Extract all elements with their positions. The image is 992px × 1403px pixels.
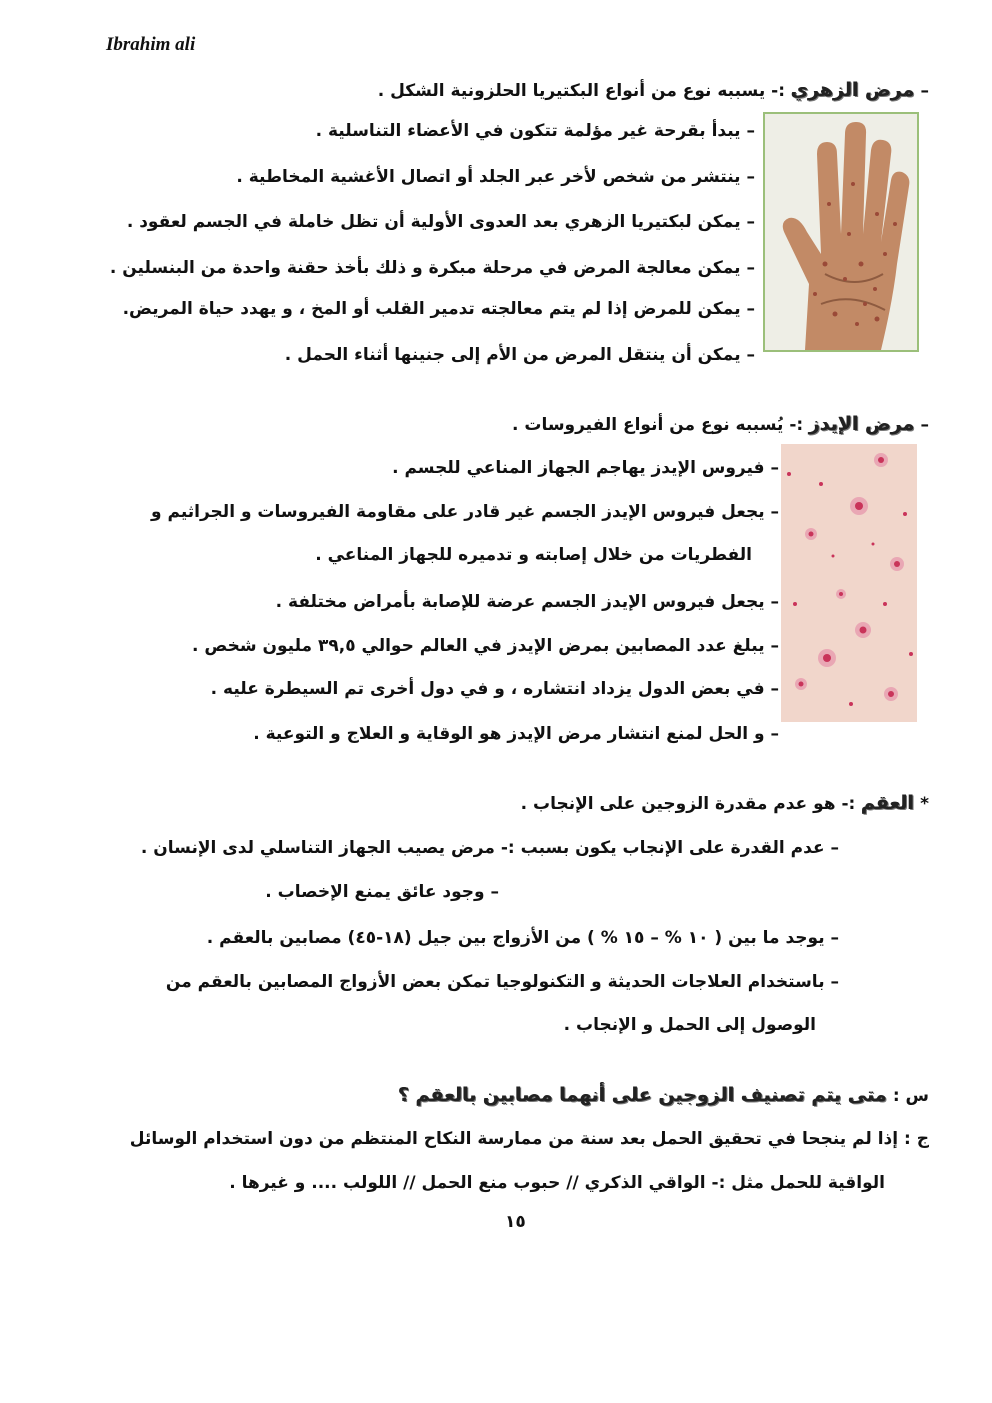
syphilis-bullet: – يمكن للمرض إذا لم يتم معالجته تدمير القلب أو المخ ، و يهدد حياة المريض. bbox=[122, 299, 755, 319]
aids-bullet: – فيروس الإيدز يهاجم الجهاز المناعي للجسم . bbox=[392, 458, 779, 478]
infertility-bullet: – عدم القدرة على الإنجاب يكون بسبب :- مرض يصيب الجهاز التناسلي لدى الإنسان . bbox=[140, 838, 839, 858]
infertility-heading bbox=[521, 791, 929, 816]
infertility-bullet: – باستخدام العلاجات الحديثة و التكنولوجيا تمكن بعض الأزواج المصابين بالعقم من bbox=[165, 972, 839, 992]
section-dash: – bbox=[920, 81, 929, 101]
syphilis-intro: :- يسببه نوع من أنواع البكتيريا الحلزونية الشكل . bbox=[377, 81, 786, 101]
infertility-bullet: – يوجد ما بين ( ١٠ % – ١٥ % ) من الأزواج بين جيل (١٨-٤٥) مصابين بالعقم . bbox=[206, 928, 839, 948]
aids-bullet: – في بعض الدول يزداد انتشاره ، و في دول أخرى تم السيطرة عليه . bbox=[210, 679, 779, 699]
infertility-bullet: – وجود عائق يمنع الإخصاب . bbox=[265, 882, 499, 902]
syphilis-bullet: – يمكن أن ينتقل المرض من الأم إلى جنينها أثناء الحمل . bbox=[284, 345, 755, 365]
syphilis-bullet: – يمكن لبكتيريا الزهري بعد العدوى الأولية أن تظل خاملة في الجسم لعقود . bbox=[126, 212, 755, 232]
skin-rash-illustration bbox=[781, 444, 917, 722]
infertility-bullet: الوصول إلى الحمل و الإنجاب . bbox=[563, 1015, 816, 1035]
star-marker: * bbox=[920, 794, 929, 814]
syphilis-heading bbox=[378, 78, 929, 103]
question-line bbox=[398, 1083, 929, 1108]
author-name: Ibrahim ali bbox=[106, 34, 196, 55]
syphilis-bullet: – ينتشر من شخص لأخر عبر الجلد أو اتصال الأغشية المخاطية . bbox=[236, 167, 755, 187]
section-dash: – bbox=[920, 415, 929, 435]
aids-bullet: – يجعل فيروس الإيدز الجسم غير قادر على مقاومة الفيروسات و الجراثيم و bbox=[151, 502, 779, 522]
aids-title: مرض الإيدز bbox=[809, 413, 915, 435]
aids-heading bbox=[512, 412, 929, 437]
aids-intro: :- يُسببه نوع من أنواع الفيروسات . bbox=[511, 415, 804, 435]
answer-line-2: الواقية للحمل مثل :- الواقي الذكري // حبوب منع الحمل // اللولب .... و غيرها . bbox=[229, 1173, 885, 1193]
answer-line-1: ج : إذا لم ينجحا في تحقيق الحمل بعد سنة من ممارسة النكاح المنتظم من دون استخدام الوسائل bbox=[129, 1129, 929, 1149]
aids-bullet: – و الحل لمنع انتشار مرض الإيدز هو الوقاية و العلاج و التوعية . bbox=[253, 724, 779, 744]
syphilis-bullet: – يبدأ بقرحة غير مؤلمة تتكون في الأعضاء التناسلية . bbox=[315, 121, 755, 141]
infertility-intro: :- هو عدم مقدرة الزوجين على الإنجاب . bbox=[520, 794, 856, 814]
hand-illustration bbox=[765, 114, 917, 350]
aids-bullet: الفطريات من خلال إصابته و تدميره للجهاز المناعي . bbox=[315, 545, 752, 565]
question-label: س : bbox=[892, 1086, 929, 1106]
aids-bullet: – يبلغ عدد المصابين بمرض الإيدز في العالم حوالي ٣٩,٥ مليون شخص . bbox=[192, 636, 779, 656]
syphilis-title: مرض الزهري bbox=[790, 79, 915, 101]
infertility-title: العقم bbox=[861, 792, 915, 814]
aids-skin-rash-image bbox=[781, 444, 917, 722]
syphilis-hand-image bbox=[763, 112, 919, 352]
aids-bullet: – يجعل فيروس الإيدز الجسم عرضة للإصابة بأمراض مختلفة . bbox=[275, 592, 779, 612]
page-number: ١٥ bbox=[505, 1212, 526, 1232]
question-text: متى يتم تصنيف الزوجين على أنهما مصابين بالعقم ؟ bbox=[398, 1084, 887, 1106]
syphilis-bullet: – يمكن معالجة المرض في مرحلة مبكرة و ذلك بأخذ حقنة واحدة من البنسلين . bbox=[109, 258, 755, 278]
